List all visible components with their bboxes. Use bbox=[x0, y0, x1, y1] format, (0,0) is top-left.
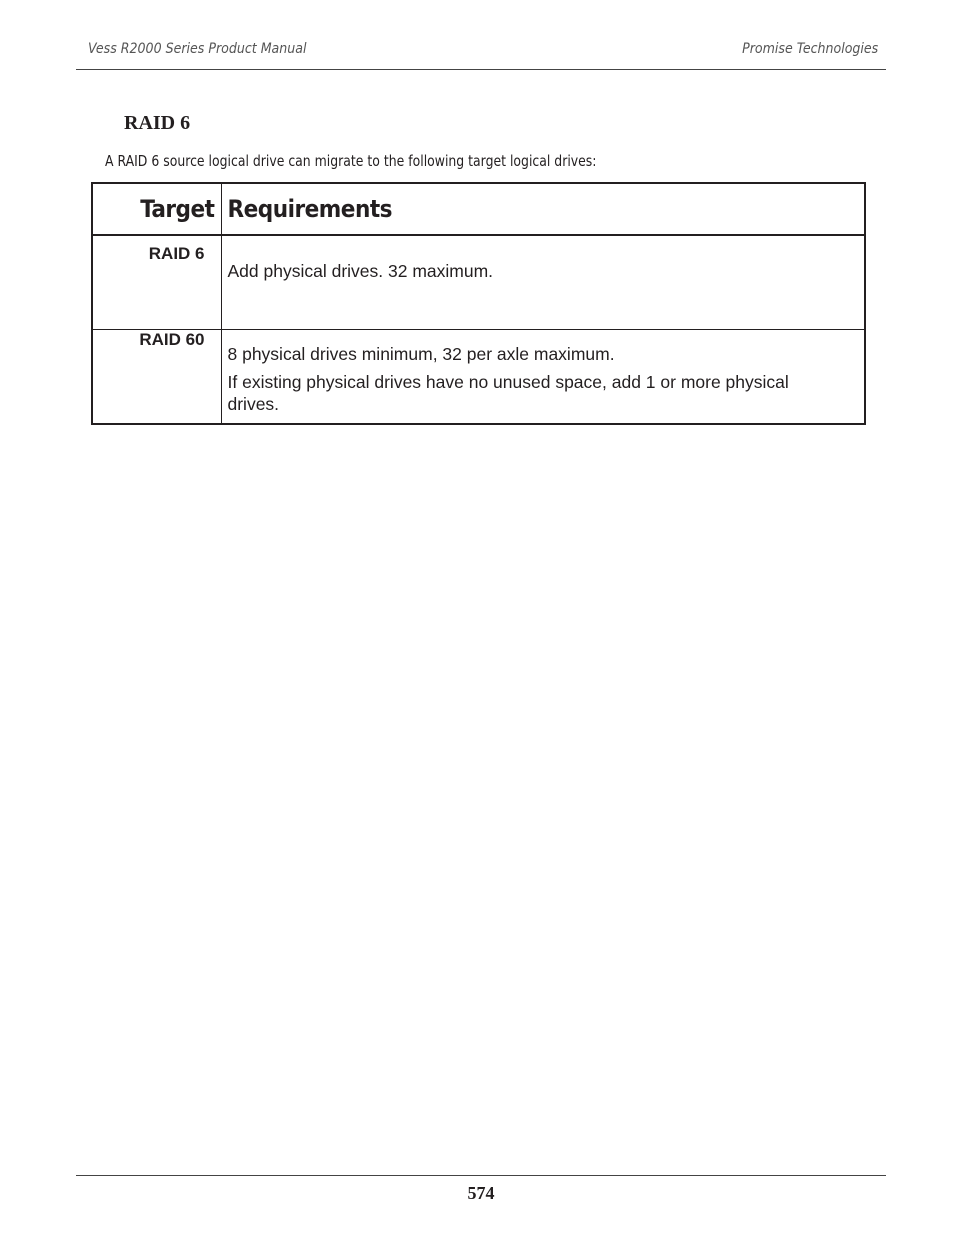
section-title: RAID 6 bbox=[124, 112, 191, 134]
header-target-label: Target bbox=[140, 195, 215, 223]
target-cell bbox=[92, 235, 221, 330]
intro-paragraph: A RAID 6 source logical drive can migrate to the following target logical drives: bbox=[105, 152, 597, 170]
requirement-text: 8 physical drives minimum, 32 per axle maximum. bbox=[227, 344, 615, 364]
migration-table bbox=[91, 182, 866, 425]
header-target bbox=[92, 183, 221, 235]
requirements-cell bbox=[221, 235, 865, 330]
table-row bbox=[92, 235, 865, 330]
table-row bbox=[92, 330, 865, 425]
requirements-cell bbox=[221, 330, 865, 425]
manual-title: Vess R2000 Series Product Manual bbox=[88, 41, 307, 57]
requirement-text: If existing physical drives have no unused space, add 1 or more physical drives. bbox=[227, 372, 789, 414]
target-label: RAID 6 bbox=[148, 244, 205, 263]
page-number: 574 bbox=[467, 1183, 495, 1203]
table-header-row bbox=[92, 183, 865, 235]
header-requirements bbox=[221, 183, 865, 235]
company-name: Promise Technologies bbox=[741, 41, 878, 57]
requirement-text: Add physical drives. 32 maximum. bbox=[227, 261, 494, 281]
header-requirements-label: Requirements bbox=[227, 195, 393, 223]
target-cell bbox=[92, 330, 221, 425]
running-header bbox=[76, 40, 886, 70]
running-footer bbox=[76, 1175, 886, 1203]
target-label: RAID 60 bbox=[139, 330, 205, 349]
